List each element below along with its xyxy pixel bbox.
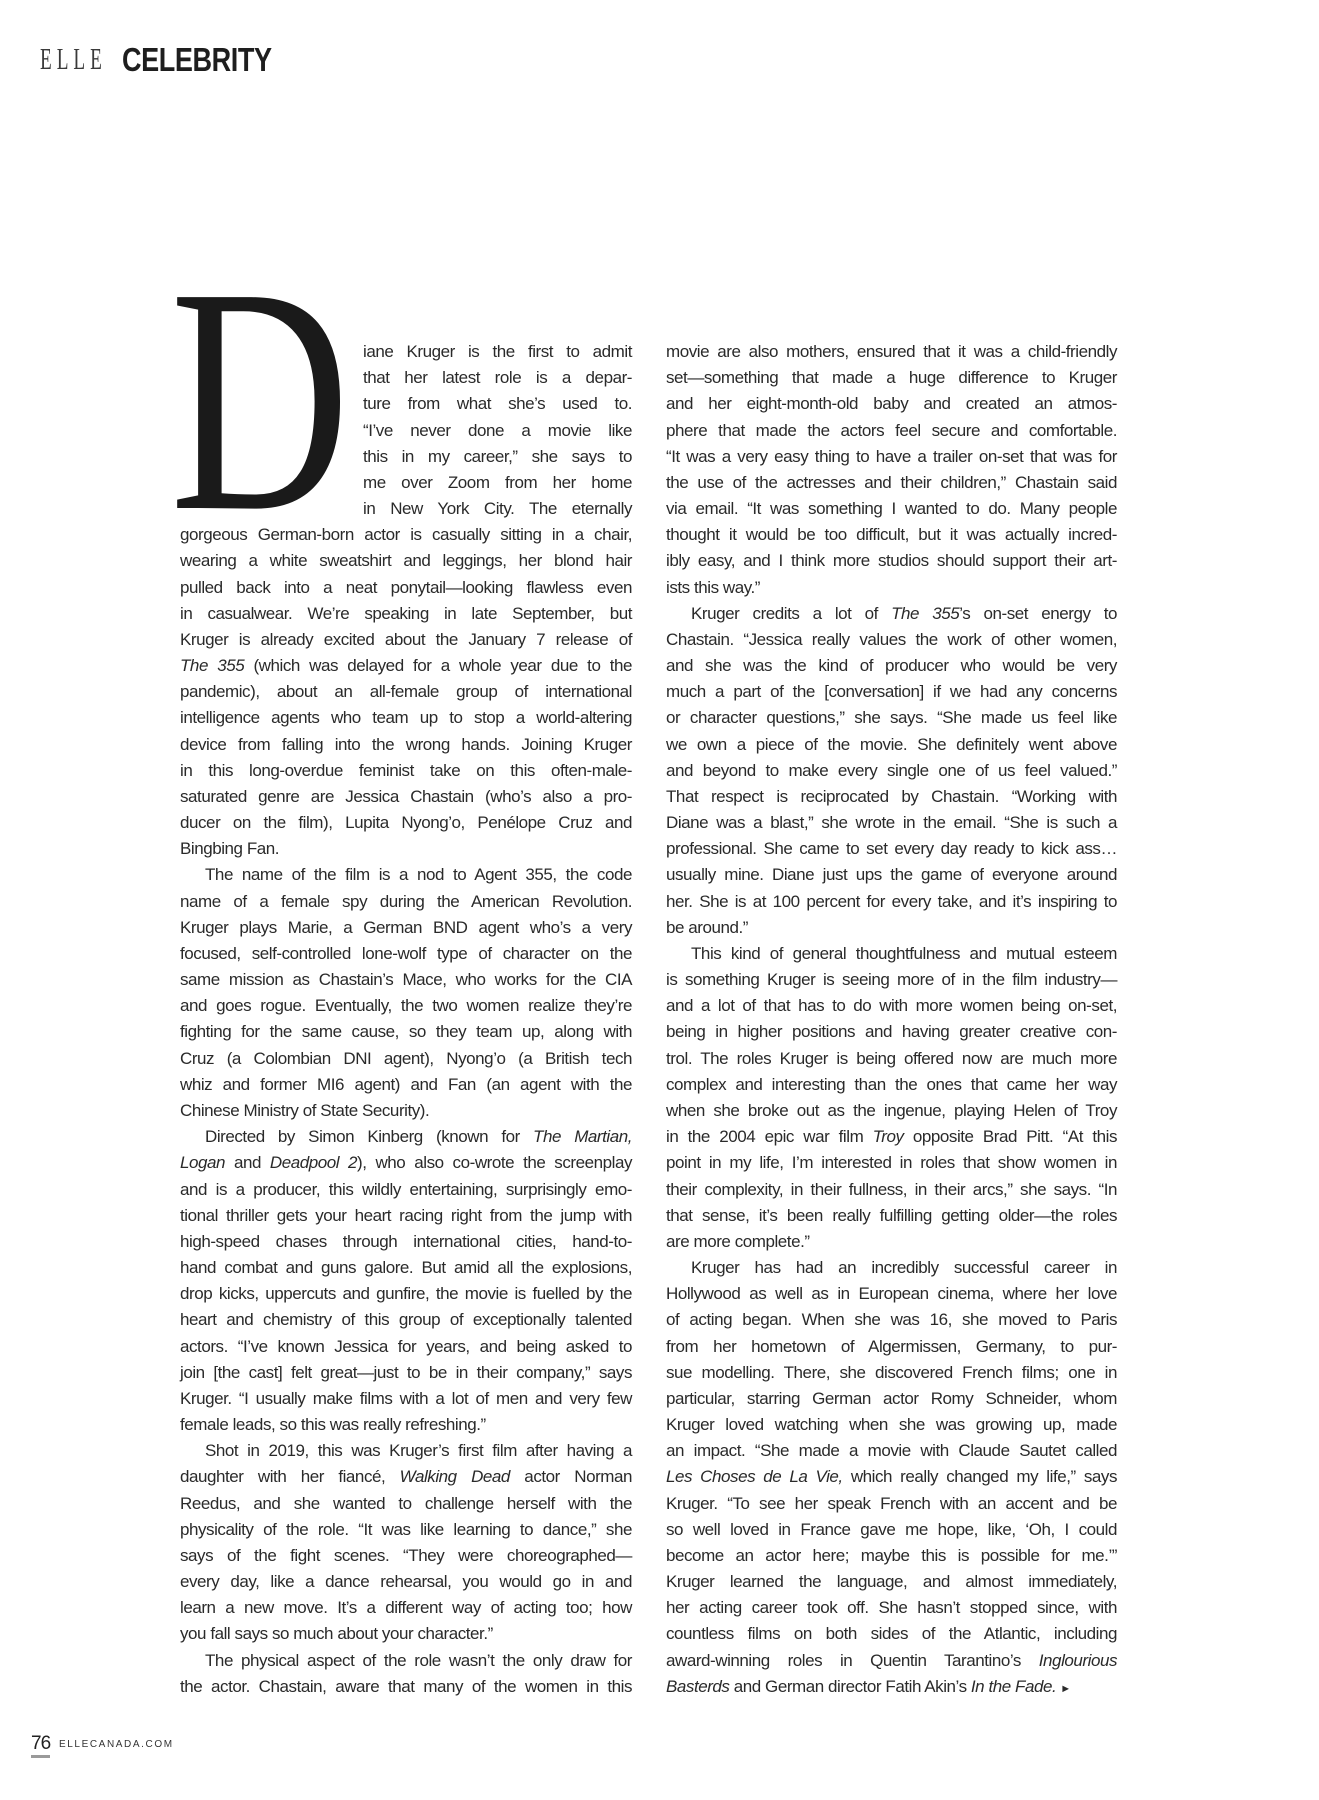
text-run: me over Zoom from her home [363,472,632,492]
italic-title: Inglourious [1038,1650,1117,1670]
text-line [180,1229,632,1255]
text-run: award-winning roles in Quentin Tarantino’s [666,1650,1039,1670]
text-line [180,1412,632,1438]
text-line [180,993,632,1019]
text-line [666,339,1117,365]
text-run: her acting career took off. She hasn’t stopped since, with [666,1598,1117,1618]
text-run: device from falling into the wrong hands. Joining Kruger [180,734,632,754]
text-run: and is a producer, this wildly entertaining, surprisingly emo- [180,1179,632,1199]
text-run: which really changed my life,” says [842,1467,1117,1487]
text-run: when she broke out as the ingenue, playing Helen of Troy [666,1100,1117,1120]
text-run: the actor. Chastain, aware that many of the women in this [180,1676,632,1696]
text-line [180,967,632,993]
text-run: the use of the actresses and their children,” Chastain said [666,472,1117,492]
text-line [666,1334,1117,1360]
italic-title: The 355 [180,656,245,676]
article-column-right [666,339,1117,1700]
text-line [180,1674,632,1700]
text-line [666,1203,1117,1229]
text-run: wearing a white sweatshirt and leggings, her blond hair [180,551,632,571]
text-run: actors. “I’ve known Jessica for years, and being asked to [180,1336,632,1356]
text-line [180,1360,632,1386]
text-run: Chastain. “Jessica really values the work of other women, [666,629,1117,649]
text-run: physicality of the role. “It was like learning to dance,” she [180,1519,632,1539]
italic-title: Walking Dead [399,1467,510,1487]
text-line [666,705,1117,731]
text-run: intelligence agents who team up to stop a world-altering [180,708,632,728]
text-line [180,1491,632,1517]
text-run: says of the fight scenes. “They were choreographed— [180,1545,632,1565]
text-run: their complexity, in their fullness, in their arcs,” she says. “In [666,1179,1117,1199]
text-line [180,862,632,888]
text-line [180,1281,632,1307]
text-run: be around.” [666,917,749,937]
text-run: focused, self-controlled lone-wolf type of character on the [180,943,632,963]
text-line [180,575,632,601]
text-line [180,1150,632,1176]
text-line [180,1203,632,1229]
text-run: ), who also co-wrote the screenplay [357,1153,632,1173]
text-run: Cruz (a Colombian DNI agent), Nyong’o (a British tech [180,1048,632,1068]
text-run: and a lot of that has to do with more women being on-set, [666,996,1117,1016]
italic-title: Basterds [666,1676,730,1696]
text-run: and beyond to make every single one of us feel valued.” [666,760,1117,780]
text-run: fighting for the same cause, so they team up, along with [180,1022,632,1042]
text-run: in New York City. The eternally [363,499,632,519]
text-line [180,339,632,365]
text-line [666,679,1117,705]
text-run: Bingbing Fan. [180,839,280,859]
text-line [180,548,632,574]
text-line [666,601,1117,627]
text-run: ’s on-set energy to [959,603,1117,623]
text-run: Chinese Ministry of State Security). [180,1100,430,1120]
text-line [180,915,632,941]
text-line [180,1019,632,1045]
text-run: and [225,1153,270,1173]
text-line [180,522,632,548]
text-line [666,810,1117,836]
page-number: 76 [31,1734,50,1758]
text-run: her. She is at 100 percent for every take, and it’s inspiring to [666,891,1117,911]
text-run: being in higher positions and having greater creative con- [666,1022,1117,1042]
text-run: and she was the kind of producer who would be very [666,656,1117,676]
text-line [180,1543,632,1569]
text-run: that sense, it’s been really fulfilling getting older—the roles [666,1205,1117,1225]
italic-title: Les Choses de La Vie, [666,1467,843,1487]
text-line [180,784,632,810]
text-run: high-speed chases through international cities, hand-to- [180,1231,632,1251]
text-run: That respect is reciprocated by Chastain. “Working with [666,786,1117,806]
text-run: Kruger. “I usually make films with a lot of men and very few [180,1388,632,1408]
text-line [180,732,632,758]
text-line [666,1648,1117,1674]
text-line [180,1595,632,1621]
text-line [180,889,632,915]
text-run: ducer on the film), Lupita Nyong’o, Penélope Cruz and [180,813,632,833]
text-line [180,1464,632,1490]
text-line [666,941,1117,967]
text-line [180,1386,632,1412]
text-run: point in my life, I’m interested in roles that show women in [666,1153,1117,1173]
text-run: whiz and former MI6 agent) and Fan (an agent with the [180,1074,632,1094]
text-line [180,627,632,653]
text-line [180,1124,632,1150]
text-line [180,418,632,444]
text-run: every day, like a dance rehearsal, you would go in and [180,1572,632,1592]
text-run: via email. “It was something I wanted to do. Many people [666,499,1117,519]
text-line [180,365,632,391]
text-run: become an actor here; maybe this is possible for me.’” [666,1545,1117,1565]
text-run: or character questions,” she says. “She made us feel like [666,708,1117,728]
text-run: opposite Brad Pitt. “At this [903,1127,1117,1147]
text-run: this in my career,” she says to [363,446,632,466]
elle-logo: ELLE [40,41,107,76]
text-run: Kruger. “To see her speak French with an accent and be [666,1493,1117,1513]
text-run: saturated genre are Jessica Chastain (who’s also a pro- [180,786,632,806]
italic-title: Troy [872,1127,904,1147]
text-run: tional thriller gets your heart racing right from the jump with [180,1205,632,1225]
text-run: Diane was a blast,” she wrote in the email. “She is such a [666,813,1117,833]
text-run: complex and interesting than the ones that came her way [666,1074,1117,1094]
text-run: usually mine. Diane just ups the game of everyone around [666,865,1117,885]
text-run: Reedus, and she wanted to challenge herself with the [180,1493,632,1513]
text-run: we own a piece of the movie. She definitely went above [666,734,1117,754]
text-line [180,679,632,705]
text-line [666,1255,1117,1281]
text-line [666,836,1117,862]
end-arrow-icon: ► [1060,1682,1071,1695]
text-run: (which was delayed for a whole year due to the [244,656,632,676]
text-run: same mission as Chastain’s Mace, who works for the CIA [180,970,632,990]
text-line [180,1072,632,1098]
text-run: professional. She came to set every day ready to kick ass… [666,839,1117,859]
text-line [666,1438,1117,1464]
text-run: you fall says so much about your character.” [180,1624,493,1644]
text-line [666,1674,1117,1700]
text-line [180,391,632,417]
text-line [666,548,1117,574]
text-line [180,601,632,627]
text-run: join [the cast] felt great—just to be in their company,” says [180,1362,632,1382]
text-line [666,1072,1117,1098]
text-run: ture from what she’s used to. [363,394,632,414]
text-run: Directed by Simon Kinberg (known for [205,1127,534,1147]
text-line [666,732,1117,758]
text-run: in the 2004 epic war film [666,1127,873,1147]
text-line [666,1517,1117,1543]
drop-cap-letter: D [170,280,350,520]
text-line [666,889,1117,915]
text-run: are more complete.” [666,1231,810,1251]
text-line [666,915,1117,941]
text-line [180,444,632,470]
text-run: ists this way.” [666,577,761,597]
text-line [666,522,1117,548]
text-run: countless films on both sides of the Atlantic, including [666,1624,1117,1644]
italic-title: Deadpool 2 [269,1153,358,1173]
text-line [666,365,1117,391]
text-line [666,758,1117,784]
text-line [666,1046,1117,1072]
text-run: in casualwear. We’re speaking in late September, but [180,603,632,623]
text-run: Kruger learned the language, and almost immediately, [666,1572,1117,1592]
text-run: gorgeous German-born actor is casually sitting in a chair, [180,525,632,545]
text-line [666,391,1117,417]
text-run: from her hometown of Algermissen, Germany, to pur- [666,1336,1117,1356]
text-line [666,862,1117,888]
text-line [666,1229,1117,1255]
text-run: pandemic), about an all-female group of international [180,682,632,702]
text-line [666,993,1117,1019]
text-line [180,810,632,836]
text-run: drop kicks, uppercuts and gunfire, the movie is fuelled by the [180,1284,632,1304]
text-line [666,1281,1117,1307]
text-line [180,758,632,784]
text-run: name of a female spy during the American Revolution. [180,891,632,911]
text-line [666,1621,1117,1647]
text-run: set—something that made a huge difference to Kruger [666,368,1117,388]
article-column-left [180,339,632,1700]
text-run: movie are also mothers, ensured that it was a child-friendly [666,342,1117,361]
text-run: Kruger plays Marie, a German BND agent who’s a very [180,917,632,937]
text-run: The physical aspect of the role wasn’t the only draw for [205,1650,632,1670]
text-line [180,1046,632,1072]
text-line [180,1569,632,1595]
text-line [180,1648,632,1674]
text-line [666,653,1117,679]
text-run: trol. The roles Kruger is being offered now are much more [666,1048,1117,1068]
text-run: actor Norman [509,1467,633,1487]
text-run: that her latest role is a depar- [363,368,632,388]
italic-title: In the Fade. [970,1676,1057,1696]
text-line [666,1124,1117,1150]
text-run: iane Kruger is the first to admit [363,342,632,361]
italic-title: Logan [180,1153,226,1173]
text-run: phere that made the actors feel secure and comfortable. [666,420,1117,440]
text-run: is something Kruger is seeing more of in the film industry— [666,970,1117,990]
text-run: so well loved in France gave me hope, like, ‘Oh, I could [666,1519,1117,1539]
text-run: daughter with her fiancé, [180,1467,400,1487]
text-run: and German director Fatih Akin’s [729,1676,971,1696]
text-line [666,1177,1117,1203]
text-line [180,1438,632,1464]
text-line [666,1019,1117,1045]
text-line [180,1255,632,1281]
text-run: pulled back into a neat ponytail—looking flawless even [180,577,632,597]
text-line [180,941,632,967]
text-run: particular, starring German actor Romy Schneider, whom [666,1388,1117,1408]
text-line [180,470,632,496]
text-line [666,418,1117,444]
text-run: learn a new move. It’s a different way of acting too; how [180,1598,632,1618]
text-line [180,705,632,731]
text-run: The name of the film is a nod to Agent 355, the code [205,865,632,885]
text-run: an impact. “She made a movie with Claude Sautet called [666,1441,1117,1461]
text-line [666,1386,1117,1412]
text-run: Kruger credits a lot of [691,603,892,623]
text-run: “It was a very easy thing to have a trailer on-set that was for [666,446,1117,466]
site-url: ELLECANADA.COM [59,1739,174,1750]
text-line [666,1464,1117,1490]
text-run: Shot in 2019, this was Kruger’s first film after having a [205,1441,632,1461]
text-run: Kruger loved watching when she was growing up, made [666,1415,1117,1435]
text-line [666,1595,1117,1621]
text-run: of acting began. When she was 16, she moved to Paris [666,1310,1117,1330]
text-line [180,836,632,862]
italic-title: The Martian, [533,1127,632,1147]
text-run: thought it would be too difficult, but it was actually incred- [666,525,1117,545]
text-line [180,1517,632,1543]
text-run: This kind of general thoughtfulness and mutual esteem [691,943,1117,963]
text-line [666,1543,1117,1569]
text-run: “I’ve never done a movie like [363,420,632,440]
text-run: hand combat and guns galore. But amid all the explosions, [180,1258,632,1278]
text-run: heart and chemistry of this group of exceptionally talented [180,1310,632,1330]
italic-title: The 355 [891,603,960,623]
text-line [180,1177,632,1203]
text-run: Kruger is already excited about the January 7 release of [180,629,632,649]
text-run: and goes rogue. Eventually, the two women realize they’re [180,996,632,1016]
text-run: Hollywood as well as in European cinema, where her love [666,1284,1117,1304]
text-line [666,1150,1117,1176]
text-run: and her eight-month-old baby and created an atmos- [666,394,1117,414]
section-title: CELEBRITY [122,41,272,78]
text-line [180,496,632,522]
text-line [666,1098,1117,1124]
text-line [180,653,632,679]
text-line [666,784,1117,810]
text-run: sue modelling. There, she discovered French films; one in [666,1362,1117,1382]
text-run: ibly easy, and I think more studios should support their art- [666,551,1117,571]
text-run: much a part of the [conversation] if we had any concerns [666,682,1117,702]
text-run: in this long-overdue feminist take on this often-male- [180,760,632,780]
text-line [180,1621,632,1647]
text-line [666,470,1117,496]
text-line [666,1360,1117,1386]
text-line [666,1412,1117,1438]
text-line [666,627,1117,653]
text-line [666,1307,1117,1333]
text-run: Kruger has had an incredibly successful career in [691,1258,1117,1278]
text-line [180,1098,632,1124]
text-line [666,444,1117,470]
text-line [180,1307,632,1333]
text-line [666,496,1117,522]
text-line [666,1491,1117,1517]
text-line [666,1569,1117,1595]
text-line [180,1334,632,1360]
text-run: female leads, so this was really refreshing.” [180,1415,486,1435]
text-line [666,575,1117,601]
text-line [666,967,1117,993]
